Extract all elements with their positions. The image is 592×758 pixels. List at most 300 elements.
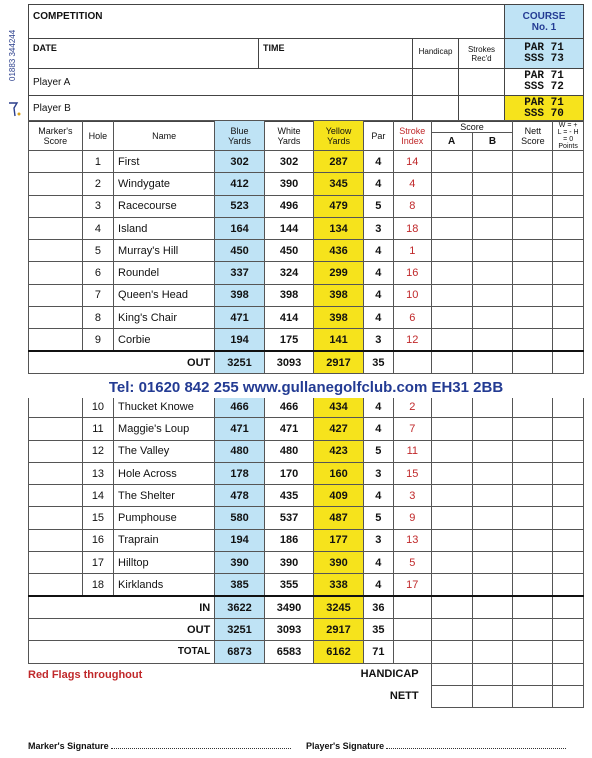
table-row <box>29 173 584 195</box>
score-b-cell[interactable] <box>472 262 513 284</box>
par-value: 4 <box>363 307 393 329</box>
white-yards: 537 <box>264 507 314 529</box>
points-cell[interactable] <box>553 507 584 529</box>
stroke-index-header: Stroke Index <box>393 121 431 151</box>
hole-name: The Valley <box>114 440 215 462</box>
stroke-index: 1 <box>393 240 431 262</box>
score-header: Score <box>431 121 513 133</box>
marker-score-header: Marker's Score <box>29 121 83 151</box>
yellow-yards: 479 <box>314 195 364 217</box>
stroke-index: 10 <box>393 284 431 306</box>
hole-name: Roundel <box>114 262 215 284</box>
points-cell[interactable] <box>553 262 584 284</box>
marker-score-cell[interactable] <box>29 284 83 306</box>
nett-score-cell[interactable] <box>513 529 553 551</box>
blue-yards: 480 <box>215 440 265 462</box>
hole-number: 16 <box>82 529 113 551</box>
marker-score-cell[interactable] <box>29 418 83 440</box>
phone-number: 01883 344244 <box>8 29 17 82</box>
hole-name: Queen's Head <box>114 284 215 306</box>
hole-name: First <box>114 151 215 173</box>
par-value: 5 <box>363 440 393 462</box>
score-a-cell[interactable] <box>431 151 472 173</box>
blue-yards: 164 <box>215 217 265 239</box>
points-cell[interactable] <box>553 574 584 596</box>
score-b-cell[interactable] <box>472 462 513 484</box>
white-yards-header: White Yards <box>264 121 314 151</box>
score-b-cell[interactable] <box>472 195 513 217</box>
stroke-index: 8 <box>393 195 431 217</box>
white-yards: 471 <box>264 418 314 440</box>
table-row <box>29 574 584 596</box>
stroke-index: 14 <box>393 151 431 173</box>
hole-number: 1 <box>82 151 113 173</box>
total-row <box>29 641 584 663</box>
hole-number: 5 <box>82 240 113 262</box>
out2-label: OUT <box>29 618 215 640</box>
stroke-index: 13 <box>393 529 431 551</box>
marker-score-cell[interactable] <box>29 151 83 173</box>
table-row <box>29 418 584 440</box>
nett-label: NETT <box>389 690 419 703</box>
hole-name: Island <box>114 217 215 239</box>
hole-name: The Shelter <box>114 485 215 507</box>
marker-score-cell[interactable] <box>29 485 83 507</box>
yellow-yards: 141 <box>314 329 364 351</box>
nett-score-cell[interactable] <box>513 507 553 529</box>
blue-par: PAR 71 <box>524 41 564 54</box>
out2-white: 3093 <box>264 618 314 640</box>
score-b-cell[interactable] <box>472 574 513 596</box>
white-yards: 355 <box>264 574 314 596</box>
points-cell[interactable] <box>553 240 584 262</box>
table-row <box>29 485 584 507</box>
score-b-cell[interactable] <box>472 217 513 239</box>
par-value: 5 <box>363 195 393 217</box>
stroke-index: 2 <box>393 395 431 417</box>
blue-sss: SSS 73 <box>524 52 564 65</box>
yellow-sss: SSS 70 <box>524 107 564 120</box>
hole-number: 14 <box>82 485 113 507</box>
points-cell[interactable] <box>553 173 584 195</box>
score-b-cell[interactable] <box>472 418 513 440</box>
total-label: TOTAL <box>29 641 215 663</box>
white-sss: SSS 72 <box>524 81 564 93</box>
stroke-index: 9 <box>393 507 431 529</box>
hole-name: Maggie's Loup <box>114 418 215 440</box>
blue-yards: 471 <box>215 418 265 440</box>
nett-score-cell[interactable] <box>513 552 553 574</box>
marker-signature[interactable] <box>28 741 291 751</box>
points-cell[interactable] <box>553 418 584 440</box>
marker-score-cell[interactable] <box>29 529 83 551</box>
white-yards: 302 <box>264 151 314 173</box>
hole-number: 6 <box>82 262 113 284</box>
out-par: 35 <box>363 351 393 373</box>
score-a-cell[interactable] <box>431 329 472 351</box>
par-value: 4 <box>363 173 393 195</box>
stroke-index: 4 <box>393 173 431 195</box>
score-b-cell[interactable] <box>472 485 513 507</box>
hole-number: 10 <box>82 395 113 417</box>
score-a-cell[interactable] <box>431 195 472 217</box>
blue-yards: 450 <box>215 240 265 262</box>
nett-score-cell[interactable] <box>513 440 553 462</box>
marker-signature-label: Marker's Signature <box>28 741 109 751</box>
yellow-yards: 436 <box>314 240 364 262</box>
yellow-yards: 434 <box>314 395 364 417</box>
table-row <box>29 529 584 551</box>
white-yards: 390 <box>264 552 314 574</box>
marker-score-cell[interactable] <box>29 552 83 574</box>
handicap-header: Handicap <box>413 39 459 68</box>
player-a-label: Player A <box>29 69 413 95</box>
score-a-cell[interactable] <box>431 462 472 484</box>
points-cell[interactable] <box>553 284 584 306</box>
hole-name: Windygate <box>114 173 215 195</box>
nett-score-cell[interactable] <box>513 262 553 284</box>
strokes-header: Strokes Rec'd <box>459 39 505 68</box>
out2-par: 35 <box>363 618 393 640</box>
yellow-yards: 345 <box>314 173 364 195</box>
score-a-cell[interactable] <box>431 395 472 417</box>
nett-score-cell[interactable] <box>513 307 553 329</box>
white-yards: 398 <box>264 284 314 306</box>
points-cell[interactable] <box>553 329 584 351</box>
nett-score-cell[interactable] <box>513 151 553 173</box>
par-value: 4 <box>363 284 393 306</box>
score-b-cell[interactable] <box>472 507 513 529</box>
table-row <box>29 552 584 574</box>
stroke-index: 18 <box>393 217 431 239</box>
blue-yards: 466 <box>215 395 265 417</box>
table-row <box>29 217 584 239</box>
marker-score-cell[interactable] <box>29 507 83 529</box>
stroke-index: 15 <box>393 462 431 484</box>
hole-name: Hilltop <box>114 552 215 574</box>
in-row <box>29 596 584 618</box>
blue-yards: 385 <box>215 574 265 596</box>
stroke-index: 7 <box>393 418 431 440</box>
out2-blue: 3251 <box>215 618 265 640</box>
marker-score-cell[interactable] <box>29 395 83 417</box>
nett-score-header: Nett Score <box>513 121 553 151</box>
score-a-cell[interactable] <box>431 507 472 529</box>
white-yards: 435 <box>264 485 314 507</box>
score-b-cell[interactable] <box>472 395 513 417</box>
yellow-yards: 409 <box>314 485 364 507</box>
out-yellow: 2917 <box>314 351 364 373</box>
table-row <box>29 329 584 351</box>
hole-number: 3 <box>82 195 113 217</box>
points-cell[interactable] <box>553 552 584 574</box>
score-b-cell[interactable] <box>472 151 513 173</box>
par-value: 4 <box>363 395 393 417</box>
stroke-index: 12 <box>393 329 431 351</box>
blue-yards: 412 <box>215 173 265 195</box>
blue-yards: 580 <box>215 507 265 529</box>
marker-score-cell[interactable] <box>29 262 83 284</box>
scorecard-header <box>28 4 584 122</box>
white-yards: 324 <box>264 262 314 284</box>
score-a-cell[interactable] <box>431 240 472 262</box>
score-a-cell[interactable] <box>431 440 472 462</box>
score-a-cell[interactable] <box>431 529 472 551</box>
player-signature[interactable] <box>306 741 566 751</box>
blue-yards: 523 <box>215 195 265 217</box>
par-value: 4 <box>363 552 393 574</box>
hole-number: 11 <box>82 418 113 440</box>
in-label: IN <box>29 596 215 618</box>
out-label: OUT <box>29 351 215 373</box>
nett-score-cell[interactable] <box>513 195 553 217</box>
time-label: TIME <box>259 39 413 68</box>
white-yards: 144 <box>264 217 314 239</box>
par-value: 3 <box>363 462 393 484</box>
hole-number: 13 <box>82 462 113 484</box>
nett-score-cell[interactable] <box>513 418 553 440</box>
player-a-strokes[interactable] <box>459 69 505 95</box>
yellow-yards: 427 <box>314 418 364 440</box>
par-value: 5 <box>363 507 393 529</box>
points-cell[interactable] <box>553 462 584 484</box>
hole-number: 12 <box>82 440 113 462</box>
yellow-yards: 338 <box>314 574 364 596</box>
nett-score-cell[interactable] <box>513 284 553 306</box>
blue-yards: 390 <box>215 552 265 574</box>
hole-number: 4 <box>82 217 113 239</box>
yellow-yards-header: Yellow Yards <box>314 121 364 151</box>
marker-score-cell[interactable] <box>29 195 83 217</box>
yellow-yards: 398 <box>314 284 364 306</box>
player-b-label: Player B <box>29 96 413 121</box>
par-value: 3 <box>363 529 393 551</box>
yellow-yards: 299 <box>314 262 364 284</box>
score-a-cell[interactable] <box>431 284 472 306</box>
score-b-cell[interactable] <box>472 240 513 262</box>
player-signature-label: Player's Signature <box>306 741 385 751</box>
white-yards: 414 <box>264 307 314 329</box>
white-yards: 390 <box>264 173 314 195</box>
yellow-par-box <box>505 96 583 121</box>
marker-score-cell[interactable] <box>29 329 83 351</box>
yellow-yards: 134 <box>314 217 364 239</box>
nett-score-cell[interactable] <box>513 329 553 351</box>
hole-name: King's Chair <box>114 307 215 329</box>
stroke-index: 3 <box>393 485 431 507</box>
score-b-cell[interactable] <box>472 329 513 351</box>
out-blue: 3251 <box>215 351 265 373</box>
table-row <box>29 462 584 484</box>
hole-header: Hole <box>82 121 113 151</box>
white-yards: 170 <box>264 462 314 484</box>
hole-name: Pumphouse <box>114 507 215 529</box>
score-b-cell[interactable] <box>472 529 513 551</box>
stroke-index: 16 <box>393 262 431 284</box>
score-a-cell[interactable] <box>431 574 472 596</box>
course-label: COURSE <box>522 10 566 22</box>
hole-name: Racecourse <box>114 195 215 217</box>
marker-score-cell[interactable] <box>29 574 83 596</box>
hole-number: 7 <box>82 284 113 306</box>
score-a-cell[interactable] <box>431 485 472 507</box>
hole-number: 17 <box>82 552 113 574</box>
marker-score-cell[interactable] <box>29 173 83 195</box>
score-a-cell[interactable] <box>431 173 472 195</box>
player-b-strokes[interactable] <box>459 96 505 121</box>
total-par: 71 <box>363 641 393 663</box>
white-yards: 186 <box>264 529 314 551</box>
nett-score-cell[interactable] <box>513 173 553 195</box>
hole-name: Murray's Hill <box>114 240 215 262</box>
nett-row <box>29 685 584 707</box>
yellow-par: PAR 71 <box>524 96 564 109</box>
points-cell[interactable] <box>553 529 584 551</box>
yellow-yards: 487 <box>314 507 364 529</box>
score-a-header: A <box>431 133 472 151</box>
white-yards: 466 <box>264 395 314 417</box>
white-yards: 175 <box>264 329 314 351</box>
score-a-cell[interactable] <box>431 418 472 440</box>
score-b-cell[interactable] <box>472 307 513 329</box>
score-a-cell[interactable] <box>431 217 472 239</box>
table-row <box>29 262 584 284</box>
hole-number: 8 <box>82 307 113 329</box>
sidebar <box>0 0 27 135</box>
yellow-yards: 423 <box>314 440 364 462</box>
marker-score-cell[interactable] <box>29 307 83 329</box>
par-value: 4 <box>363 262 393 284</box>
score-a-cell[interactable] <box>431 262 472 284</box>
course-box <box>505 5 583 38</box>
blue-par-box <box>505 39 583 68</box>
nett-score-cell[interactable] <box>513 574 553 596</box>
score-table <box>28 120 584 708</box>
table-row <box>29 440 584 462</box>
hole-number: 2 <box>82 173 113 195</box>
par-value: 4 <box>363 485 393 507</box>
stroke-index: 5 <box>393 552 431 574</box>
handicap-label: HANDICAP <box>360 668 419 681</box>
points-cell[interactable] <box>553 440 584 462</box>
total-yellow: 6162 <box>314 641 364 663</box>
white-yards: 496 <box>264 195 314 217</box>
player-b-handicap[interactable] <box>413 96 459 121</box>
marker-score-cell[interactable] <box>29 462 83 484</box>
blue-yards: 337 <box>215 262 265 284</box>
blue-yards-header: Blue Yards <box>215 121 265 151</box>
in-yellow: 3245 <box>314 596 364 618</box>
par-value: 3 <box>363 329 393 351</box>
score-b-cell[interactable] <box>472 552 513 574</box>
hole-name: Corbie <box>114 329 215 351</box>
nett-score-cell[interactable] <box>513 462 553 484</box>
hole-name: Traprain <box>114 529 215 551</box>
hole-number: 9 <box>82 329 113 351</box>
table-row <box>29 151 584 173</box>
hole-number: 18 <box>82 574 113 596</box>
table-row <box>29 284 584 306</box>
white-yards: 450 <box>264 240 314 262</box>
contact-line: Tel: 01620 842 255 www.gullanegolfclub.com EH31 2BB <box>28 376 584 398</box>
points-header: W = + L = - H = 0 Points <box>553 121 584 151</box>
table-row <box>29 195 584 217</box>
marker-score-cell[interactable] <box>29 440 83 462</box>
total-blue: 6873 <box>215 641 265 663</box>
blue-yards: 194 <box>215 529 265 551</box>
in-blue: 3622 <box>215 596 265 618</box>
out-white: 3093 <box>264 351 314 373</box>
yellow-yards: 287 <box>314 151 364 173</box>
white-par: PAR 71 <box>524 70 564 82</box>
blue-yards: 194 <box>215 329 265 351</box>
course-number: No. 1 <box>531 21 557 33</box>
points-cell[interactable] <box>553 395 584 417</box>
hole-name: Hole Across <box>114 462 215 484</box>
points-cell[interactable] <box>553 307 584 329</box>
white-yards: 480 <box>264 440 314 462</box>
table-row <box>29 307 584 329</box>
table-row <box>29 240 584 262</box>
hole-name: Thucket Knowe <box>114 395 215 417</box>
nett-score-cell[interactable] <box>513 217 553 239</box>
score-b-cell[interactable] <box>472 173 513 195</box>
back-nine <box>29 395 584 596</box>
par-value: 4 <box>363 418 393 440</box>
points-cell[interactable] <box>553 195 584 217</box>
out-total-row <box>29 618 584 640</box>
date-label: DATE <box>29 39 259 68</box>
par-value: 3 <box>363 217 393 239</box>
marker-score-cell[interactable] <box>29 240 83 262</box>
marker-score-cell[interactable] <box>29 217 83 239</box>
par-value: 4 <box>363 151 393 173</box>
points-cell[interactable] <box>553 217 584 239</box>
stroke-index: 11 <box>393 440 431 462</box>
nett-score-cell[interactable] <box>513 485 553 507</box>
competition-label: COMPETITION <box>29 5 505 38</box>
hole-number: 15 <box>82 507 113 529</box>
blue-yards: 478 <box>215 485 265 507</box>
yellow-yards: 160 <box>314 462 364 484</box>
golfer-logo-icon <box>5 100 23 118</box>
score-b-cell[interactable] <box>472 440 513 462</box>
hole-name: Kirklands <box>114 574 215 596</box>
score-b-header: B <box>472 133 513 151</box>
blue-yards: 178 <box>215 462 265 484</box>
stroke-index: 17 <box>393 574 431 596</box>
score-b-cell[interactable] <box>472 284 513 306</box>
in-white: 3490 <box>264 596 314 618</box>
nett-score-cell[interactable] <box>513 240 553 262</box>
player-a-handicap[interactable] <box>413 69 459 95</box>
front-nine <box>29 151 584 352</box>
nett-score-cell[interactable] <box>513 395 553 417</box>
blue-yards: 398 <box>215 284 265 306</box>
par-value: 4 <box>363 240 393 262</box>
stroke-index: 6 <box>393 307 431 329</box>
name-header: Name <box>114 121 215 151</box>
par-value: 4 <box>363 574 393 596</box>
points-cell[interactable] <box>553 151 584 173</box>
red-flags-note: Red Flags throughout <box>28 669 143 681</box>
score-a-cell[interactable] <box>431 552 472 574</box>
score-a-cell[interactable] <box>431 307 472 329</box>
points-cell[interactable] <box>553 485 584 507</box>
par-header: Par <box>363 121 393 151</box>
yellow-yards: 398 <box>314 307 364 329</box>
total-white: 6583 <box>264 641 314 663</box>
